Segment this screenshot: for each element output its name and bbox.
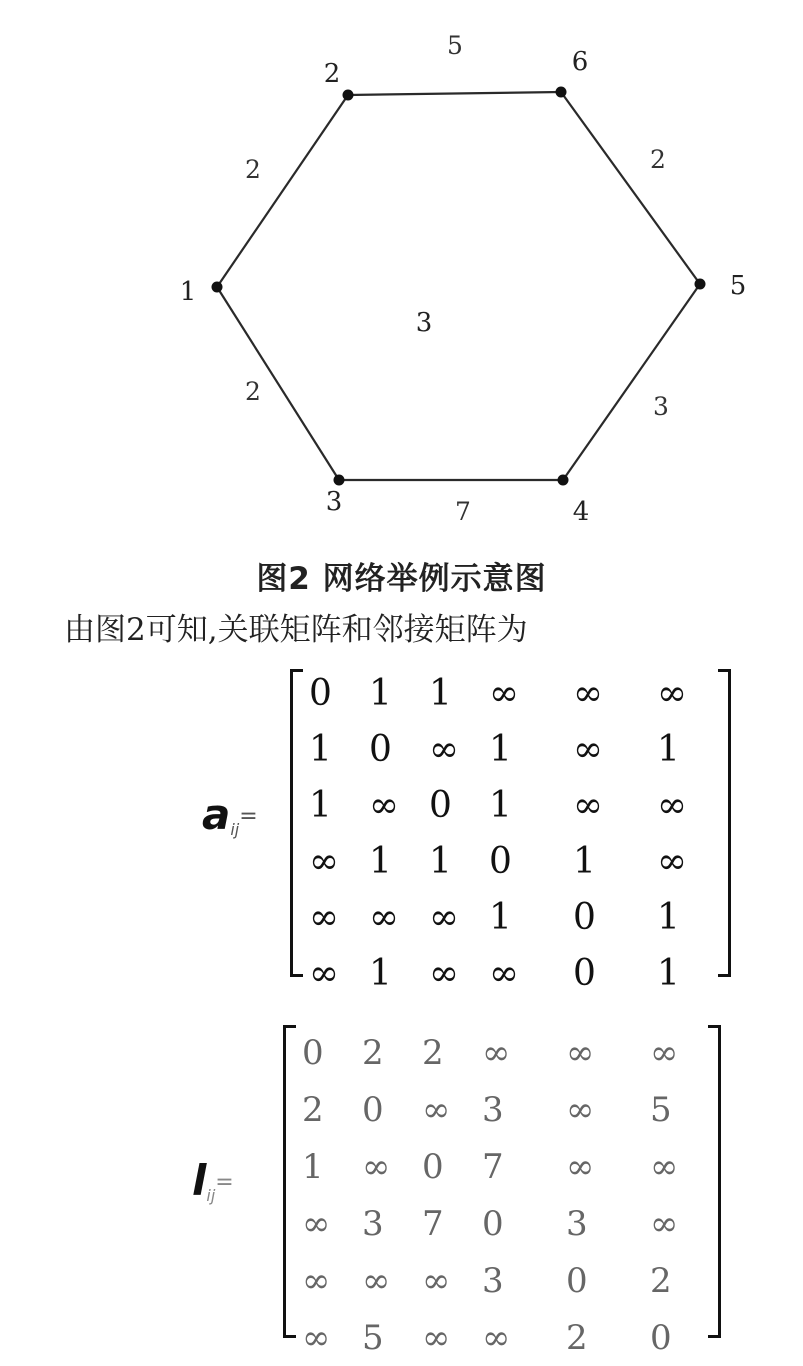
matrix-a-label (202, 790, 258, 839)
edge-weight-labels (245, 31, 669, 526)
matrix-cell: 3 (566, 1203, 588, 1244)
matrix-cell: 1 (489, 897, 512, 938)
node-label: 4 (572, 497, 590, 527)
right-bracket (708, 1025, 721, 1338)
matrix-cell: ∞ (309, 841, 339, 882)
edge-weight-label: 2 (650, 145, 666, 174)
matrix-a-subscript: ij (230, 820, 240, 839)
node-label: 6 (571, 47, 589, 77)
matrix-cell: 1 (369, 841, 392, 882)
matrix-cell: 5 (362, 1317, 384, 1358)
matrix-cell: 1 (309, 729, 332, 770)
matrix-cell: ∞ (429, 729, 459, 770)
matrix-cell: ∞ (573, 673, 603, 714)
matrix-cell: 7 (482, 1146, 504, 1187)
matrix-cell: 0 (362, 1089, 384, 1130)
matrix-cell: 3 (482, 1260, 504, 1301)
left-bracket (283, 1025, 296, 1338)
matrix-l-grid (302, 1024, 720, 1366)
matrix-cell: 1 (309, 785, 332, 826)
matrix-cell: ∞ (422, 1260, 451, 1301)
left-bracket (290, 669, 303, 977)
edge-weight-label: 2 (245, 155, 261, 184)
node-3 (334, 475, 345, 486)
matrix-cell: 2 (302, 1089, 324, 1130)
node-label: 3 (325, 487, 343, 517)
matrix-cell: ∞ (362, 1146, 391, 1187)
matrix-cell: 2 (422, 1032, 444, 1073)
edge-weight-label: 2 (245, 377, 261, 406)
right-bracket (718, 669, 731, 977)
node-label: 5 (729, 271, 747, 301)
matrix-cell: 7 (422, 1203, 444, 1244)
matrix-cell: ∞ (422, 1317, 451, 1358)
edge-5-4 (563, 284, 700, 480)
matrix-cell: 1 (489, 729, 512, 770)
matrix-cell: ∞ (566, 1089, 595, 1130)
edge-weight-label: 7 (455, 497, 471, 526)
intro-text: 由图2可知,关联矩阵和邻接矩阵为 (64, 612, 528, 648)
matrix-cell: ∞ (650, 1032, 679, 1073)
matrix-cell: 5 (650, 1089, 672, 1130)
figure-caption: 图2 网络举例示意图 (256, 561, 547, 597)
matrix-cell: ∞ (566, 1032, 595, 1073)
node-label: 1 (179, 277, 197, 307)
matrix-l-symbol: l (192, 1156, 207, 1205)
center-label: 3 (415, 308, 433, 338)
matrix-cell: 3 (362, 1203, 384, 1244)
matrix-cell: 1 (302, 1146, 324, 1187)
matrix-cell: 0 (573, 897, 596, 938)
matrix-cell: 1 (489, 785, 512, 826)
matrix-l (0, 1022, 803, 1358)
matrix-cell: 2 (362, 1032, 384, 1073)
matrix-l-label (192, 1156, 234, 1205)
matrix-a-equals: = (239, 804, 258, 829)
matrix-cell: 0 (429, 785, 452, 826)
edge-6-5 (561, 92, 700, 284)
matrix-cell: 0 (489, 841, 512, 882)
matrix-cell: 0 (482, 1203, 504, 1244)
node-label: 2 (323, 59, 341, 89)
matrix-cell: ∞ (309, 897, 339, 938)
matrix-cell: ∞ (429, 953, 459, 994)
matrix-cell: ∞ (302, 1203, 331, 1244)
matrix-cell: 0 (302, 1032, 324, 1073)
matrix-cell: 1 (657, 953, 680, 994)
matrix-cell: 1 (369, 673, 392, 714)
edge-2-6 (348, 92, 561, 95)
matrix-cell: ∞ (422, 1089, 451, 1130)
matrix-cell: 0 (566, 1260, 588, 1301)
matrix-cell: 0 (422, 1146, 444, 1187)
matrix-cell: 1 (369, 953, 392, 994)
node-2 (343, 90, 354, 101)
matrix-cell: ∞ (657, 841, 687, 882)
matrix-cell: ∞ (362, 1260, 391, 1301)
matrix-cell: 0 (309, 673, 332, 714)
node-4 (558, 475, 569, 486)
matrix-cell: ∞ (650, 1146, 679, 1187)
matrix-cell: ∞ (482, 1317, 511, 1358)
matrix-cell: ∞ (489, 673, 519, 714)
matrix-cell: 2 (650, 1260, 672, 1301)
matrix-cell: ∞ (573, 729, 603, 770)
matrix-cell: 0 (369, 729, 392, 770)
nodes (212, 87, 706, 486)
edge-1-2 (217, 95, 348, 287)
node-labels (180, 47, 747, 527)
matrix-cell: ∞ (302, 1317, 331, 1358)
matrix-cell: ∞ (429, 897, 459, 938)
matrix-cell: 1 (429, 673, 452, 714)
matrix-cell: ∞ (650, 1203, 679, 1244)
matrix-cell: ∞ (489, 953, 519, 994)
matrix-l-subscript: ij (206, 1186, 216, 1205)
node-6 (556, 87, 567, 98)
matrix-cell: 1 (657, 897, 680, 938)
matrix-cell: ∞ (369, 785, 399, 826)
matrix-cell: ∞ (369, 897, 399, 938)
matrix-cell: 2 (566, 1317, 588, 1358)
matrix-cell: ∞ (566, 1146, 595, 1187)
matrix-cell: ∞ (657, 785, 687, 826)
matrix-cell: ∞ (573, 785, 603, 826)
matrix-cell: 1 (429, 841, 452, 882)
network-diagram (0, 0, 803, 545)
matrix-cell: ∞ (657, 673, 687, 714)
matrix-a (0, 666, 803, 994)
matrix-cell: 0 (573, 953, 596, 994)
edge-weight-label: 3 (653, 392, 669, 421)
edges (217, 92, 700, 480)
matrix-cell: ∞ (302, 1260, 331, 1301)
edge-3-1 (217, 287, 339, 480)
matrix-cell: ∞ (309, 953, 339, 994)
matrix-a-grid (309, 666, 727, 1002)
edge-weight-label: 5 (447, 31, 463, 60)
matrix-l-equals: = (215, 1170, 234, 1195)
matrix-cell: 1 (573, 841, 596, 882)
matrix-cell: 3 (482, 1089, 504, 1130)
matrix-a-symbol: a (202, 790, 231, 839)
node-5 (695, 279, 706, 290)
matrix-cell: ∞ (482, 1032, 511, 1073)
matrix-cell: 0 (650, 1317, 672, 1358)
node-1 (212, 282, 223, 293)
matrix-cell: 1 (657, 729, 680, 770)
